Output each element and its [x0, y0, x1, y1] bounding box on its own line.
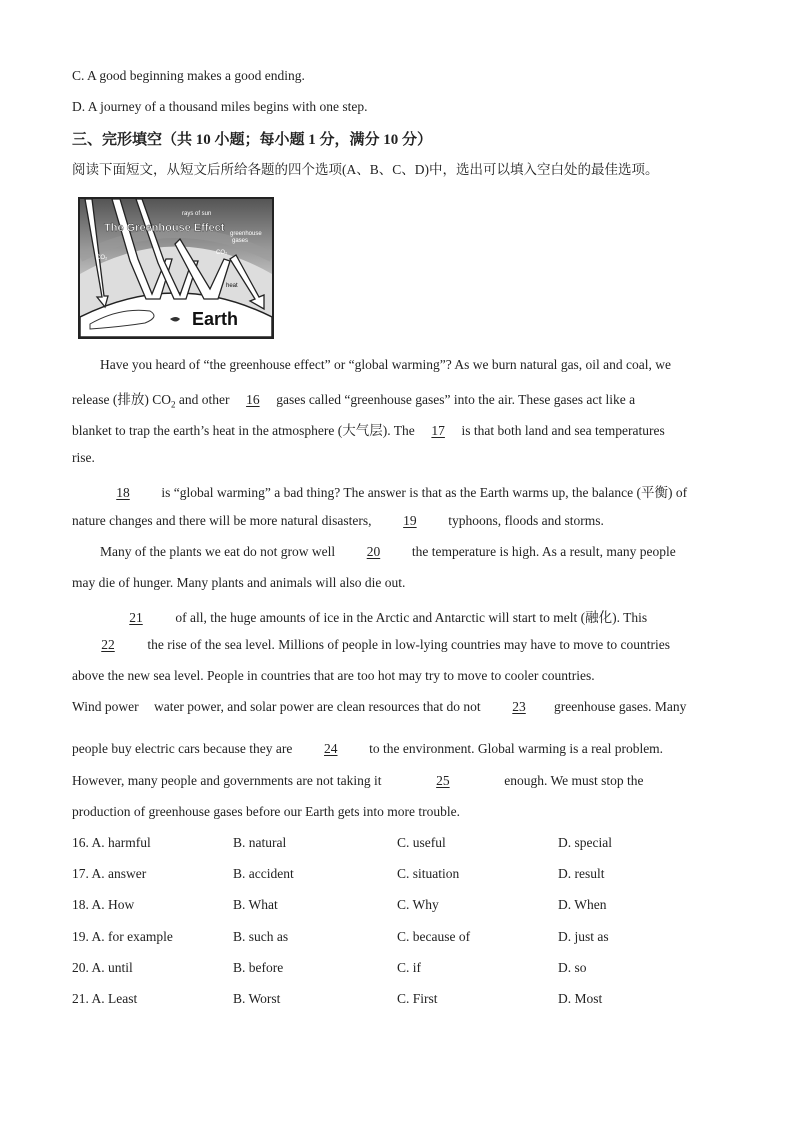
section-instruction: 阅读下面短文，从短文后所给各题的四个选项(A、B、C、D)中，选出可以填入空白处的最佳选项。 [72, 162, 659, 177]
section-heading: 三、完形填空（共 10 小题；每小题 1 分，满分 10 分） [72, 132, 433, 148]
text: is that both land and sea temperatures [458, 423, 665, 438]
passage-p2-line1 [88, 481, 687, 501]
text: Wind power [72, 699, 139, 714]
passage-p5-line3 [72, 773, 644, 789]
greenhouse-figure [78, 197, 274, 339]
blank-21: 21 [129, 610, 143, 625]
passage-p5-line2 [72, 741, 663, 757]
option-a: 19. A. for example [72, 929, 173, 944]
text: is “global warming” a bad thing? The answer is that as the Earth warms up, the balance (平衡) of [158, 485, 688, 500]
figure-label-co2-left: CO₂ [96, 255, 108, 261]
option-b: B. What [233, 897, 278, 912]
option-b: B. Worst [233, 991, 281, 1006]
text: and other [175, 392, 233, 407]
option-c: C. if [397, 960, 422, 975]
option-d: D. A journey of a thousand miles begins with one step. [72, 99, 368, 114]
option-d: D. special [558, 835, 612, 850]
text: gases called “greenhouse gases” into the air. These gases act like a [272, 392, 636, 407]
text: typhoons, floods and storms. [444, 513, 604, 528]
text: the rise of the sea level. Millions of people in low-lying countries may have to move to countries [144, 637, 670, 652]
option-a: 21. A. Least [72, 991, 138, 1006]
passage-p4-line2 [72, 637, 670, 653]
text: of all, the huge amounts of ice in the Arctic and Antarctic will start to melt (融化). This [172, 610, 648, 625]
passage-p1-line4: rise. [72, 450, 95, 465]
option-d: D. just as [558, 929, 609, 944]
option-b: B. accident [233, 866, 294, 881]
blank-19: 19 [403, 513, 417, 528]
option-b: B. natural [233, 835, 287, 850]
option-a: 17. A. answer [72, 866, 147, 881]
option-a: 18. A. How [72, 897, 135, 912]
option-c: C. because of [397, 929, 471, 944]
option-b: B. such as [233, 929, 289, 944]
figure-label-co2-right: CO₂ [216, 250, 228, 256]
passage-p3-line2: may die of hunger. Many plants and animals will also die out. [72, 575, 406, 590]
text: the temperature is high. As a result, many people [408, 544, 676, 559]
figure-label-heat: heat [226, 283, 238, 289]
blank-22: 22 [101, 637, 115, 652]
text: However, many people and governments are not taking it [72, 773, 385, 788]
blank-20: 20 [366, 544, 381, 559]
blank-17: 17 [431, 423, 445, 438]
figure-label-gases: greenhouse [230, 231, 262, 237]
passage-p2-line2 [72, 513, 604, 529]
text: people buy electric cars because they are [72, 741, 296, 756]
figure-label-earth: Earth [192, 309, 239, 329]
passage-p3-line1 [100, 544, 676, 560]
passage-p1-line1: Have you heard of “the greenhouse effect” or “global warming”? As we burn natural gas, oil and coal, we [100, 357, 672, 372]
option-a: 20. A. until [72, 960, 133, 975]
text: enough. We must stop the [500, 773, 644, 788]
figure-label-rays: rays of sun [182, 211, 212, 217]
option-c: C. First [397, 991, 438, 1006]
option-d: D. When [558, 897, 607, 912]
text: greenhouse gases. Many [554, 699, 687, 714]
text: release (排放) CO [72, 392, 171, 407]
passage-p5-line1 [72, 699, 686, 715]
option-c: C. useful [397, 835, 446, 850]
passage-p4-line1 [100, 606, 647, 626]
text: to the environment. Global warming is a real problem. [365, 741, 664, 756]
option-c: C. A good beginning makes a good ending. [72, 68, 305, 83]
blank-24: 24 [324, 741, 338, 756]
option-d: D. so [558, 960, 587, 975]
text: water power, and solar power are clean resources that do not [150, 699, 485, 714]
text: Many of the plants we eat do not grow well [100, 544, 339, 559]
blank-23: 23 [512, 699, 526, 714]
subscript: 2 [170, 399, 176, 410]
blank-25: 25 [436, 773, 450, 788]
option-d: D. result [558, 866, 605, 881]
option-c: C. Why [397, 897, 439, 912]
option-a: 16. A. harmful [72, 835, 151, 850]
blank-16: 16 [246, 392, 260, 407]
option-c: C. situation [397, 866, 460, 881]
blank-18: 18 [116, 485, 130, 500]
text: nature changes and there will be more natural disasters, [72, 513, 375, 528]
passage-p1-line2 [72, 388, 635, 410]
passage-p1-line3 [72, 419, 665, 439]
figure-label-gases-2: gases [232, 238, 249, 244]
passage-p5-line4: production of greenhouse gases before our Earth gets into more trouble. [72, 804, 461, 819]
passage-p4-line3: above the new sea level. People in countries that are too hot may try to move to cooler countries. [72, 668, 595, 683]
option-d: D. Most [558, 991, 603, 1006]
figure-title: The Greenhouse Effect [104, 222, 225, 234]
text: blanket to trap the earth’s heat in the atmosphere (大气层). The [72, 423, 419, 438]
option-b: B. before [233, 960, 284, 975]
